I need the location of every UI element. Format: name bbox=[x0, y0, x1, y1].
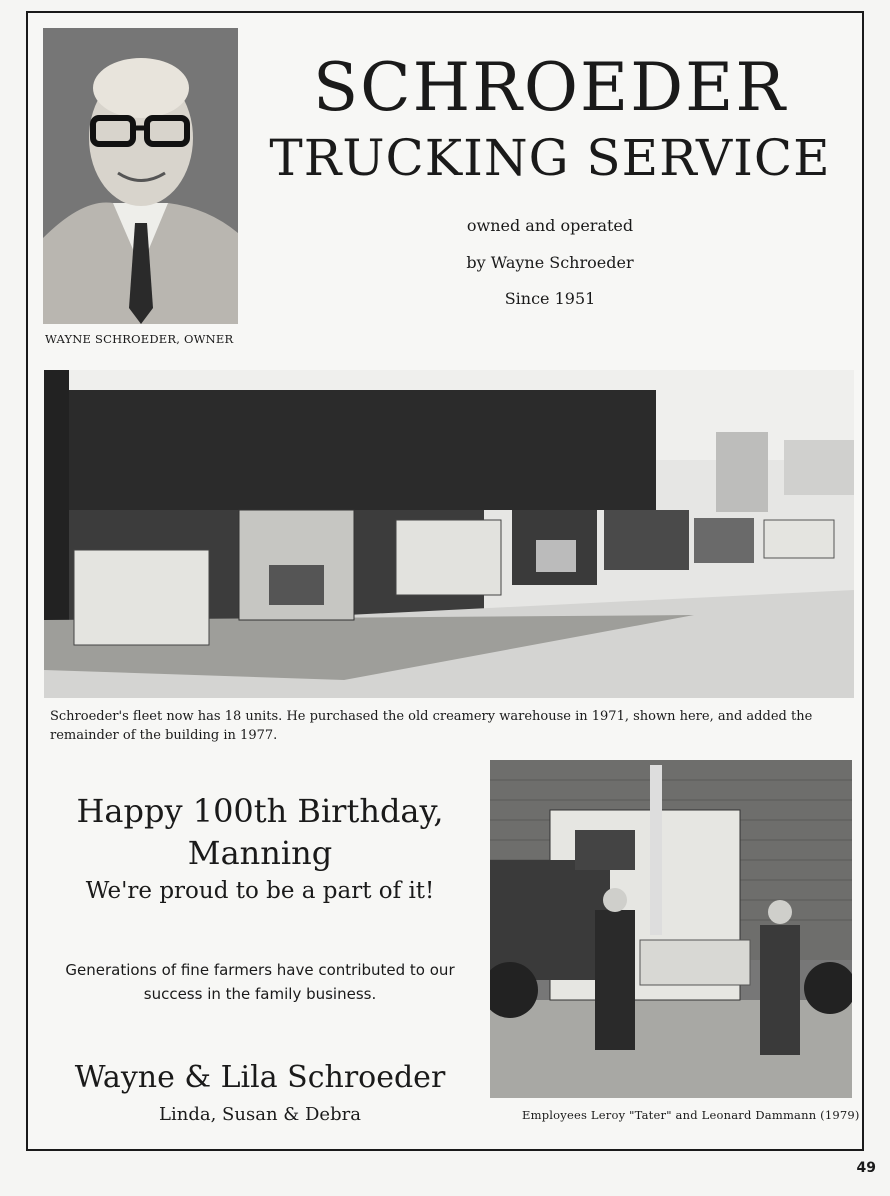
since-year-text: Since 1951 bbox=[504, 289, 596, 308]
birthday-line1: Happy 100th Birthday, bbox=[76, 792, 444, 830]
fleet-caption: Schroeder's fleet now has 18 units. He purchased the old creamery warehouse in 1971, shown here, and added the remainder of the building in 1977. bbox=[50, 709, 813, 743]
portrait-caption: WAYNE SCHROEDER, OWNER bbox=[45, 332, 234, 346]
page-number: 49 bbox=[856, 1160, 876, 1176]
fleet-photo bbox=[44, 370, 854, 698]
birthday-line2: Manning bbox=[187, 834, 333, 872]
employees-caption: Employees Leroy "Tater" and Leonard Dammann (1979) bbox=[522, 1108, 860, 1122]
proud-text: We're proud to be a part of it! bbox=[85, 878, 435, 904]
owner-name-text: by Wayne Schroeder bbox=[466, 253, 634, 272]
signatories-text: Wayne & Lila Schroeder bbox=[74, 1060, 446, 1095]
owned-operated-text: owned and operated bbox=[466, 216, 634, 235]
company-title-line1: SCHROEDER bbox=[312, 49, 788, 126]
children-text: Linda, Susan & Debra bbox=[159, 1104, 361, 1125]
owner-portrait-photo bbox=[43, 28, 238, 324]
generations-text: Generations of fine farmers have contributed to our success in the family business. bbox=[65, 961, 455, 1003]
birthday-heading bbox=[40, 790, 480, 874]
company-title-line2: TRUCKING SERVICE bbox=[269, 129, 831, 187]
employees-photo bbox=[490, 760, 852, 1098]
